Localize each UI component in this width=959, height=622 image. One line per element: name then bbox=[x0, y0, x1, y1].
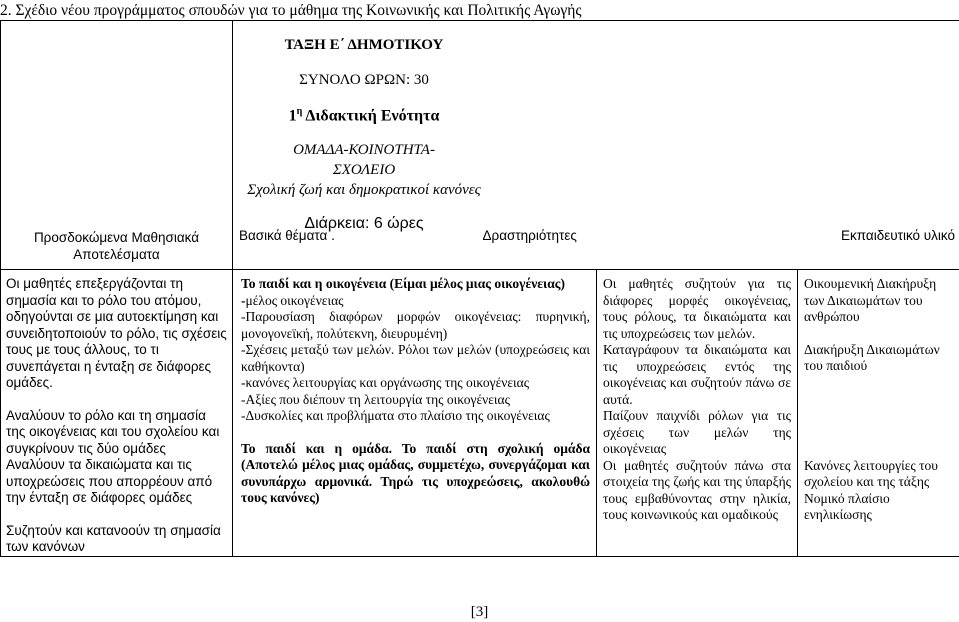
activity-3: Παίζουν παιχνίδι ρόλων για τις σχέσεις των μελών της οικογένειας bbox=[603, 408, 791, 456]
unit-title: $1^\eta$ Διδακτική Ενότητα bbox=[288, 106, 440, 125]
activity-1: Οι μαθητές συζητούν για τις διάφορες μορφές οικογένειας, τους ρόλους, τα δικαιώματα και τις υποχρεώσεις των μελών. bbox=[603, 276, 791, 341]
material-2: Διακήρυξη Δικαιωμάτων του παιδιού bbox=[804, 341, 940, 373]
topic-1-item-5: -Αξίες που διέπουν τη λειτουργία της οικογένειας bbox=[241, 391, 510, 407]
col-header-materials: Εκπαιδευτικό υλικό bbox=[798, 247, 959, 270]
topics-cell bbox=[233, 270, 597, 557]
col-header-outcomes: Προσδοκώμενα Μαθησιακά Αποτελέσματα bbox=[1, 247, 233, 270]
curriculum-table bbox=[0, 20, 959, 557]
class-title: ΤΑΞΗ Ε΄ ΔΗΜΟΤΙΚΟΥ bbox=[284, 37, 444, 53]
page-number: [3] bbox=[470, 604, 489, 620]
duration: Διάρκεια: 6 ώρες bbox=[304, 215, 424, 233]
topic-1-item-6: -Δυσκολίες και προβλήματα στο πλαίσιο της οικογένειας bbox=[241, 408, 550, 423]
activities-cell bbox=[597, 270, 798, 557]
col-header-topics: Βασικά θέματα . bbox=[233, 247, 597, 270]
title-cell bbox=[233, 21, 959, 248]
col-header-activities: Δραστηριότητες bbox=[597, 247, 798, 270]
activity-4: Οι μαθητές συζητούν πάνω στα στοιχεία της ζωής και της ύπαρξής τους εμβαθύνοντας στην ηλικία, τους κοινωνικούς και ομαδικούς bbox=[603, 457, 791, 522]
topic-1-item-2: -Παρουσίαση διαφόρων μορφών οικογένειας: πυρηνική, μονογονεϊκή, πολύτεκνη, διευρυμένη) bbox=[241, 309, 590, 341]
topic-1-item-3: -Σχέσεις μεταξύ των μελών. Ρόλοι των μελών (υποχρεώσεις και καθήκοντα) bbox=[241, 342, 590, 374]
title-row bbox=[1, 21, 959, 248]
content-row bbox=[1, 270, 959, 557]
materials-cell bbox=[798, 270, 959, 557]
unit-subtitle: Σχολική ζωή και δημοκρατικοί κανόνες bbox=[247, 182, 481, 199]
material-3: Κανόνες λειτουργίες του σχολείου και της τάξης bbox=[804, 457, 938, 489]
group-line-2: ΣΧΟΛΕΙΟ bbox=[332, 162, 396, 179]
outcome-3: Αναλύουν τα δικαιώματα και τις υποχρεώσεις που απορρέουν από την ένταξη σε διάφορες ομάδες bbox=[6, 457, 213, 505]
outcomes-cell bbox=[1, 270, 233, 557]
outcome-2: Αναλύουν το ρόλο και τη σημασία της οικογένειας και του σχολείου και συγκρίνουν τις δύο ομάδες bbox=[6, 407, 220, 456]
topic-1-item-1: -μέλος οικογένειας bbox=[241, 292, 344, 308]
group-line-1: ΟΜΑΔΑ-ΚΟΙΝΟΤΗΤΑ- bbox=[293, 142, 435, 159]
topic-1-item-4: -κανόνες λειτουργίας και οργάνωσης της οικογένειας bbox=[241, 375, 530, 390]
outcome-1: Οι μαθητές επεξεργάζονται τη σημασία και το ρόλο του ατόμου, οδηγούνται σε μια αυτοεκτίμηση και συνειδητοποιούν το ρόλο, τις σχέσεις τους με τους άλλους, το τι συνεπάγεται η ένταξη σε διάφορες ομάδες. bbox=[6, 276, 227, 390]
column-header-row bbox=[1, 247, 959, 270]
outcome-4: Συζητούν και κατανοούν τη σημασία των κανόνων bbox=[6, 522, 221, 554]
material-4: Νομικό πλαίσιο ενηλικίωσης bbox=[804, 490, 890, 522]
material-1: Οικουμενική Διακήρυξη των Δικαιωμάτων του ανθρώπου bbox=[804, 276, 937, 324]
topic-1-title: Το παιδί και η οικογένεια (Είμαι μέλος μιας οικογένειας) bbox=[241, 276, 565, 291]
topic-2-title: Το παιδί και η ομάδα. Το παιδί στη σχολική ομάδα (Αποτελώ μέλος μιας ομάδας, συμμετέχω, συνεργάζομαι και συνυπάρχω αρμονικά. Τηρώ τις υποχρεώσεις, ακολουθώ τους κανόνες) bbox=[241, 440, 590, 505]
total-hours: ΣΥΝΟΛΟ ΩΡΩΝ: 30 bbox=[299, 72, 429, 88]
document-heading: 2. Σχέδιο νέου προγράμματος σπουδών για το μάθημα της Κοινωνικής και Πολιτικής Αγωγής bbox=[0, 2, 582, 19]
activity-2: Καταγράφουν τα δικαιώματα και τις υποχρεώσεις εντός της οικογένειας και συζητούν πάνω σε αυτά. bbox=[603, 342, 791, 407]
